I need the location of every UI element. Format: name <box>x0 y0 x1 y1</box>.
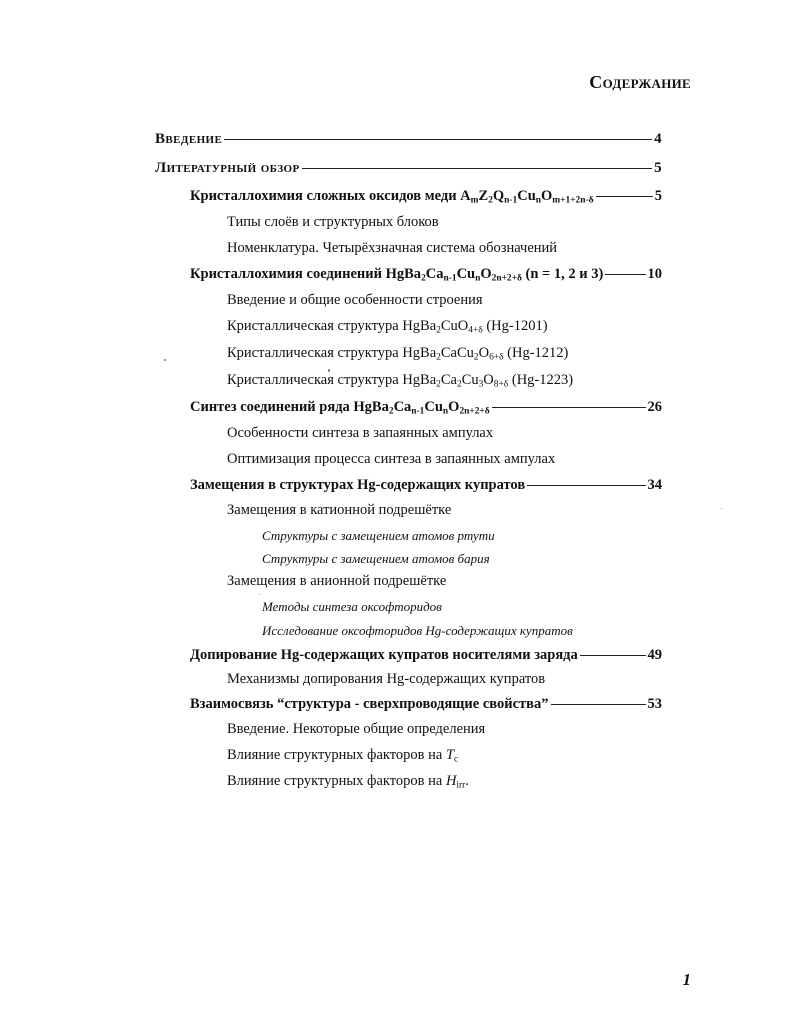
toc-entry-crystal-chemistry-hg[interactable] <box>190 266 662 283</box>
toc-label: Литературный обзор <box>155 160 300 176</box>
toc-page: 26 <box>647 399 662 415</box>
toc-entry-literature[interactable] <box>155 160 662 177</box>
toc-entry-barium-substitution[interactable]: Структуры с замещением атомов бария <box>262 551 490 566</box>
scan-speck <box>259 594 260 595</box>
toc-entry-influence-hirr[interactable]: Влияние структурных факторов на $H_{irr}$. <box>227 773 469 791</box>
toc-page: 49 <box>647 647 662 663</box>
toc-entry-hg1223[interactable]: Кристаллическая структура $HgBa_2Ca_2Cu_3O_{8+\delta}$ (Hg-1223) <box>227 372 574 390</box>
toc-entry-nomenclature[interactable]: Номенклатура. Четырёхзначная система обозначений <box>227 240 558 256</box>
toc-entry-doping[interactable] <box>190 647 662 664</box>
toc-entry-hg1201[interactable]: Кристаллическая структура HgBa$_2$CuO$_{4+\delta}$ (Hg-1201) <box>227 318 548 336</box>
page-title: Содержание <box>589 72 691 92</box>
toc-entry-definitions[interactable]: Введение. Некоторые общие определения <box>227 721 486 737</box>
toc-entry-layer-types[interactable]: Типы слоёв и структурных блоков <box>227 214 439 230</box>
toc-entry-anion-sublattice[interactable]: Замещения в анионной подрешётке <box>227 573 447 589</box>
toc-page: 34 <box>647 477 662 493</box>
toc-label: Взаимосвязь “структура - сверхпроводящие свойства” <box>190 696 549 712</box>
toc-label: Синтез соединений ряда $HgBa_2Ca_{n-1}Cu_nO_{2n+2+\delta}$ <box>190 399 490 417</box>
toc-label: Замещения в структурах Hg-содержащих купратов <box>190 477 526 493</box>
scan-speck <box>328 369 330 372</box>
toc-page: 10 <box>647 266 662 282</box>
toc-leader <box>527 485 645 486</box>
toc-label: Кристаллохимия соединений $HgBa_2Ca_{n-1}Cu_nO_{2n+2+\delta}$ (n = 1, 2 и 3) <box>190 266 604 284</box>
toc-leader <box>580 655 646 656</box>
page-number: 1 <box>682 970 691 989</box>
toc-entry-cation-sublattice[interactable]: Замещения в катионной подрешётке <box>227 502 452 518</box>
toc-leader <box>492 407 646 408</box>
toc-entry-intro-structure[interactable]: Введение и общие особенности строения <box>227 292 483 308</box>
toc-entry-hg1212[interactable]: Кристаллическая структура $HgBa_2CaCu_2O_{6+\delta}$ (Hg-1212) <box>227 345 569 363</box>
toc-entry-crystal-chemistry-oxides[interactable] <box>190 188 662 205</box>
toc-leader <box>605 274 645 275</box>
toc-page: 5 <box>654 160 662 176</box>
toc-entry-oxofluoride-study[interactable]: Исследование оксофторидов Hg-содержащих купратов <box>262 623 573 638</box>
toc-leader <box>224 139 652 140</box>
toc-label: Кристаллохимия сложных оксидов меди $A_mZ_2Q_{n-1}Cu_nO_{m+1+2n-\delta}$ <box>190 188 594 206</box>
toc-label: Допирование Hg-содержащих купратов носителями заряда <box>190 647 578 663</box>
toc-entry-influence-tc[interactable]: Влияние структурных факторов на $T_c$ <box>227 747 459 765</box>
scan-speck <box>721 508 722 509</box>
toc-leader <box>302 168 652 169</box>
toc-entry-intro[interactable] <box>155 131 662 148</box>
toc-entry-structure-properties[interactable] <box>190 696 662 713</box>
scan-speck <box>164 359 166 361</box>
toc-page: 53 <box>647 696 662 712</box>
toc-entry-oxofluoride-methods[interactable]: Методы синтеза оксофторидов <box>262 599 442 614</box>
toc-leader <box>551 704 646 705</box>
toc-leader <box>596 196 653 197</box>
toc-entry-synthesis[interactable] <box>190 399 662 416</box>
toc-label: Введение <box>155 131 223 147</box>
toc-page: 5 <box>654 188 662 204</box>
toc-entry-mercury-substitution[interactable]: Структуры с замещением атомов ртути <box>262 528 495 543</box>
toc-entry-substitutions[interactable] <box>190 477 662 494</box>
toc-page: 4 <box>654 131 662 147</box>
toc-entry-ampoule-optimization[interactable]: Оптимизация процесса синтеза в запаянных ампулах <box>227 451 556 467</box>
toc-entry-doping-mechanisms[interactable]: Механизмы допирования Hg-содержащих купратов <box>227 671 546 687</box>
toc-entry-ampoule-features[interactable]: Особенности синтеза в запаянных ампулах <box>227 425 494 441</box>
